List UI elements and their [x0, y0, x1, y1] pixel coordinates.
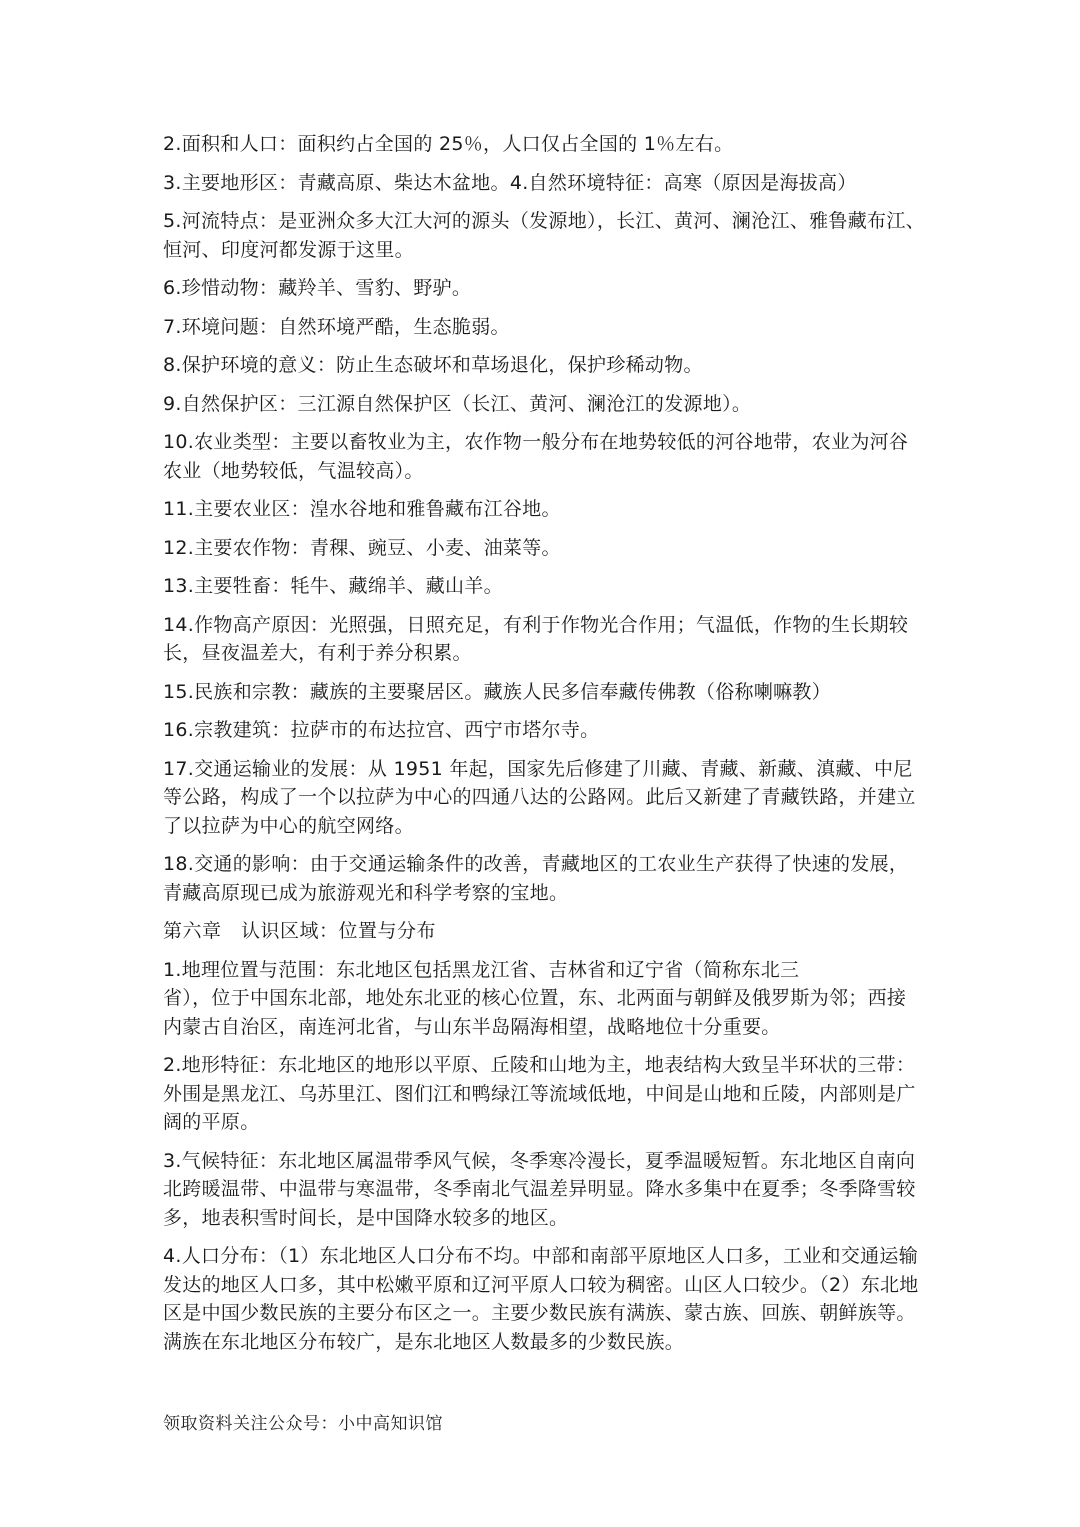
paragraph: 9.自然保护区：三江源自然保护区（长江、黄河、澜沧江的发源地）。 [163, 392, 752, 415]
paragraph-list-top [163, 130, 925, 907]
paragraph: 5.河流特点：是亚洲众多大江大河的源头（发源地），长江、黄河、澜沧江、雅鲁藏布江、恒河、印度河都发源于这里。 [163, 210, 925, 261]
footer-note: 领取资料关注公众号：小中高知识馆 [163, 1414, 443, 1434]
paragraph: 2.面积和人口：面积约占全国的 25％，人口仅占全国的 1％左右。 [163, 133, 734, 155]
paragraph: 12.主要农作物：青稞、豌豆、小麦、油菜等。 [163, 536, 561, 559]
paragraph: 2.地形特征：东北地区的地形以平原、丘陵和山地为主，地表结构大致呈半环状的三带：外围是黑龙江、乌苏里江、图们江和鸭绿江等流域低地，中间是山地和丘陵，内部则是广阔的平原。 [163, 1054, 916, 1133]
paragraph: 14.作物高产原因：光照强，日照充足，有利于作物光合作用；气温低，作物的生长期较长，昼夜温差大，有利于养分积累。 [163, 613, 909, 664]
paragraph: 13.主要牲畜：牦牛、藏绵羊、藏山羊。 [163, 575, 503, 597]
chapter-heading: 第六章 认识区域：位置与分布 [163, 920, 437, 942]
paragraph: 3.主要地形区：青藏高原、柴达木盆地。4.自然环境特征：高寒（原因是海拔高） [163, 171, 857, 194]
paragraph: 11.主要农业区：湟水谷地和雅鲁藏布江谷地。 [163, 498, 561, 520]
paragraph: 4.人口分布：（1）东北地区人口分布不均。中部和南部平原地区人口多，工业和交通运输发达的地区人口多，其中松嫩平原和辽河平原人口较为稠密。山区人口较少。（2）东北地区是中国少数民族的主要分布区之一。主要少数民族有满族、蒙古族、回族、朝鲜族等。满族在东北地区分布较广，是东北地区人数最多的少数民族。 [163, 1245, 919, 1353]
paragraph: 1.地理位置与范围：东北地区包括黑龙江省、吉林省和辽宁省（简称东北三 省），位于中国东北部，地处东北亚的核心位置，东、北两面与朝鲜及俄罗斯为邻；西接内蒙古自治区，南连河北省，与山东半岛隔海相望，战略地位十分重要。 [163, 958, 907, 1038]
paragraph: 10.农业类型：主要以畜牧业为主，农作物一般分布在地势较低的河谷地带，农业为河谷农业（地势较低，气温较高）。 [163, 431, 909, 482]
paragraph: 15.民族和宗教：藏族的主要聚居区。藏族人民多信奉藏传佛教（俗称喇嘛教） [163, 680, 832, 703]
paragraph: 3.气候特征：东北地区属温带季风气候，冬季寒冷漫长，夏季温暖短暂。东北地区自南向北跨暖温带、中温带与寒温带，冬季南北气温差异明显。降水多集中在夏季；冬季降雪较多，地表积雪时间长，是中国降水较多的地区。 [163, 1149, 916, 1229]
paragraph: 6.珍惜动物：藏羚羊、雪豹、野驴。 [163, 277, 472, 299]
paragraph: 18.交通的影响：由于交通运输条件的改善，青藏地区的工农业生产获得了快速的发展，青藏高原现已成为旅游观光和科学考察的宝地。 [163, 853, 909, 904]
paragraph: 16.宗教建筑：拉萨市的布达拉宫、西宁市塔尔寺。 [163, 719, 600, 741]
document-body [163, 130, 925, 1366]
paragraph: 8.保护环境的意义：防止生态破坏和草场退化，保护珍稀动物。 [163, 354, 703, 376]
paragraph: 7.环境问题：自然环境严酷，生态脆弱。 [163, 315, 510, 338]
paragraph-list-bottom [163, 956, 925, 1357]
paragraph: 17.交通运输业的发展：从 1951 年起，国家先后修建了川藏、青藏、新藏、滇藏、中尼等公路，构成了一个以拉萨为中心的四通八达的公路网。此后又新建了青藏铁路，并建立了以拉萨为中心的航空网络。 [163, 757, 916, 837]
